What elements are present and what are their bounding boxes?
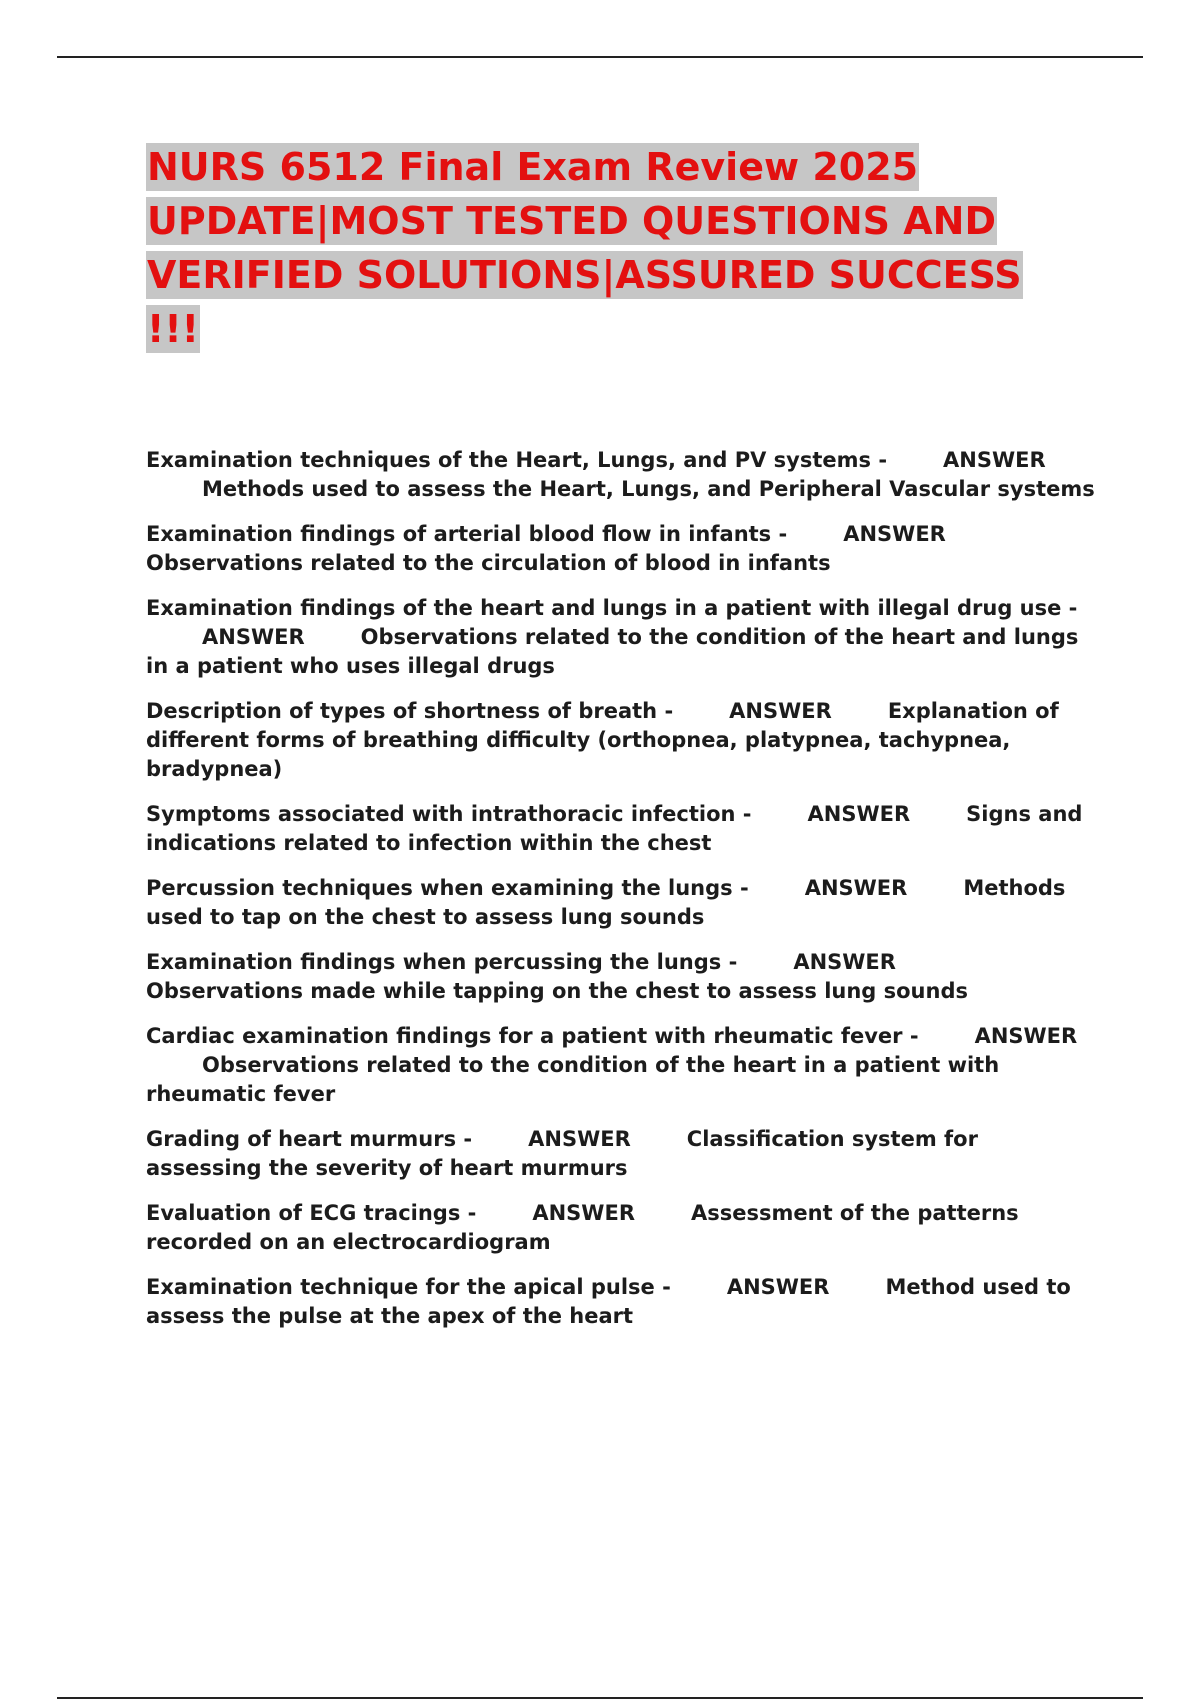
top-rule bbox=[57, 56, 1143, 58]
question-text: Evaluation of ECG tracings - bbox=[146, 1201, 477, 1225]
question-text: Examination findings of arterial blood flow in infants - bbox=[146, 522, 788, 546]
qa-item bbox=[146, 948, 1096, 1006]
question-text: Cardiac examination findings for a patient with rheumatic fever - bbox=[146, 1024, 919, 1048]
answer-text: Observations related to the condition of the heart and lungs in a patient who uses illegal drugs bbox=[146, 625, 1079, 678]
qa-item bbox=[146, 1273, 1096, 1331]
qa-item bbox=[146, 874, 1096, 932]
qa-item bbox=[146, 1199, 1096, 1257]
question-text: Percussion techniques when examining the lungs - bbox=[146, 876, 749, 900]
answer-text: Methods used to assess the Heart, Lungs, and Peripheral Vascular systems bbox=[202, 477, 1095, 501]
answer-label: ANSWER bbox=[528, 1127, 631, 1151]
qa-item bbox=[146, 446, 1096, 504]
question-text: Examination techniques of the Heart, Lungs, and PV systems - bbox=[146, 448, 888, 472]
question-text: Symptoms associated with intrathoracic infection - bbox=[146, 802, 752, 826]
document-title-text: NURS 6512 Final Exam Review 2025 UPDATE|MOST TESTED QUESTIONS AND VERIFIED SOLUTIONS|ASSURED SUCCESS !!! bbox=[147, 145, 1022, 351]
answer-label: ANSWER bbox=[804, 876, 908, 900]
qa-item bbox=[146, 1125, 1096, 1183]
answer-text: Classification system for assessing the severity of heart murmurs bbox=[146, 1127, 978, 1180]
answer-text: Signs and indications related to infection within the chest bbox=[146, 802, 1083, 855]
qa-item bbox=[146, 697, 1096, 784]
answer-label: ANSWER bbox=[843, 522, 946, 546]
answer-label: ANSWER bbox=[793, 950, 896, 974]
answer-label: ANSWER bbox=[726, 1275, 830, 1299]
question-text: Examination findings of the heart and lungs in a patient with illegal drug use - bbox=[146, 596, 1078, 620]
answer-label: ANSWER bbox=[202, 625, 305, 649]
document-title bbox=[146, 140, 1086, 356]
answer-label: ANSWER bbox=[974, 1024, 1078, 1048]
question-text: Description of types of shortness of breath - bbox=[146, 699, 674, 723]
qa-list bbox=[146, 446, 1096, 1347]
qa-item bbox=[146, 1022, 1096, 1109]
answer-text: Observations related to the circulation of blood in infants bbox=[146, 551, 831, 575]
qa-item bbox=[146, 800, 1096, 858]
answer-text: Explanation of different forms of breathing difficulty (orthopnea, platypnea, tachypnea, bradypnea) bbox=[146, 699, 1059, 781]
question-text: Examination findings when percussing the lungs - bbox=[146, 950, 738, 974]
answer-text: Observations related to the condition of the heart in a patient with rheumatic fever bbox=[146, 1053, 1000, 1106]
answer-label: ANSWER bbox=[729, 699, 832, 723]
answer-text: Methods used to tap on the chest to assess lung sounds bbox=[146, 876, 1066, 929]
answer-text: Assessment of the patterns recorded on an electrocardiogram bbox=[146, 1201, 1019, 1254]
question-text: Grading of heart murmurs - bbox=[146, 1127, 473, 1151]
question-text: Examination technique for the apical pulse - bbox=[146, 1275, 671, 1299]
answer-text: Observations made while tapping on the chest to assess lung sounds bbox=[146, 979, 968, 1003]
qa-item bbox=[146, 520, 1096, 578]
answer-label: ANSWER bbox=[943, 448, 1046, 472]
answer-label: ANSWER bbox=[807, 802, 911, 826]
answer-label: ANSWER bbox=[532, 1201, 635, 1225]
qa-item bbox=[146, 594, 1096, 681]
answer-text: Method used to assess the pulse at the apex of the heart bbox=[146, 1275, 1071, 1328]
bottom-rule bbox=[57, 1697, 1143, 1699]
